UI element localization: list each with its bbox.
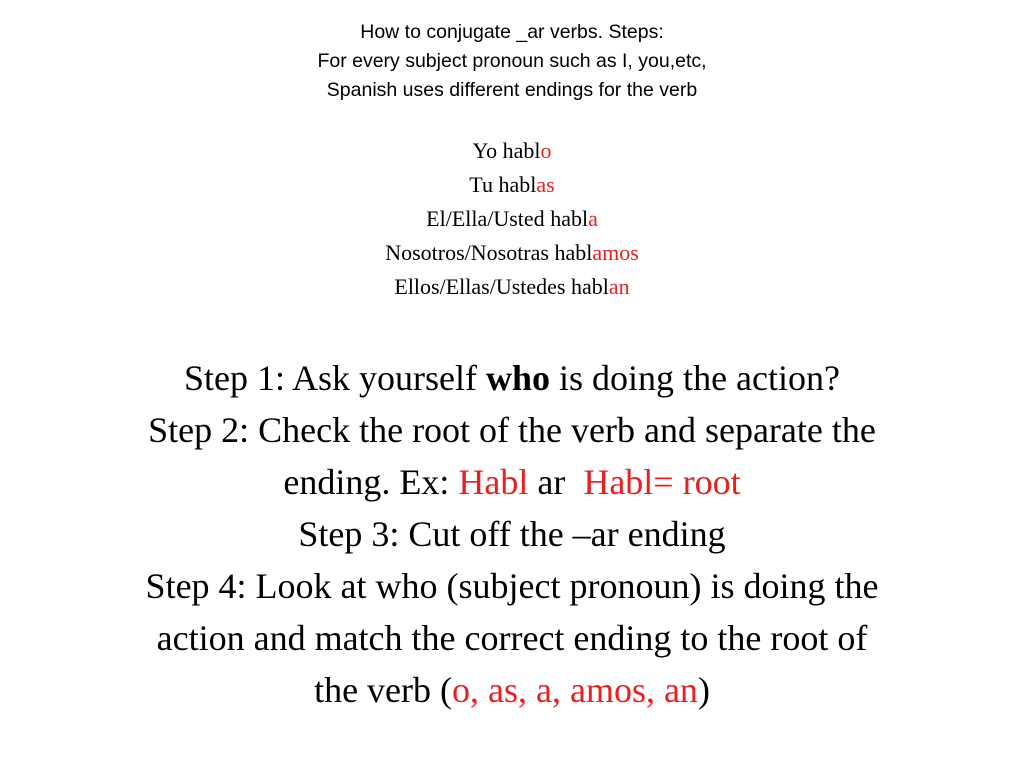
step-4-line-1: Step 4: Look at who (subject pronoun) is doing the	[145, 566, 879, 606]
verb-ending: o	[540, 138, 552, 163]
step-4-line-3	[60, 664, 964, 716]
step-2-line-1: Step 2: Check the root of the verb and separate the	[148, 410, 876, 450]
verb-ending: a	[588, 206, 598, 231]
conjugation-row-yo	[0, 134, 1024, 168]
endings-list: o, as, a, amos, an	[452, 670, 698, 710]
verb-root: habl	[498, 172, 537, 197]
step-1	[60, 352, 964, 404]
title-line-3: Spanish uses different endings for the verb	[326, 79, 698, 101]
conjugation-row-tu	[0, 168, 1024, 202]
pronoun: Tu	[469, 172, 493, 197]
step-4-prefix: the verb (	[314, 670, 452, 710]
step-2-example-label: ending. Ex:	[283, 462, 459, 502]
root-definition: Habl= root	[583, 462, 741, 502]
conjugation-row-nosotros	[0, 236, 1024, 270]
verb-ending: an	[608, 274, 630, 299]
slide-title	[0, 18, 1024, 105]
conjugation-table	[0, 134, 1024, 304]
verb-ending: as	[536, 172, 555, 197]
step-1-bold-word: who	[486, 358, 551, 398]
verb-root: habl	[554, 240, 593, 265]
pronoun: El/Ella/Usted	[426, 206, 545, 231]
example-ending: ar	[528, 462, 584, 502]
step-4-line-2: action and match the correct ending to the root of	[156, 618, 868, 658]
step-1-text: Step 1: Ask yourself	[184, 358, 487, 398]
conjugation-row-ellos	[0, 270, 1024, 304]
conjugation-row-el	[0, 202, 1024, 236]
step-2-line-2	[60, 456, 964, 508]
step-4-suffix: )	[697, 670, 710, 710]
step-3: Step 3: Cut off the –ar ending	[298, 514, 726, 554]
verb-root: habl	[550, 206, 589, 231]
verb-root: habl	[570, 274, 609, 299]
pronoun: Nosotros/Nosotras	[385, 240, 549, 265]
steps-list	[60, 352, 964, 716]
step-1-text-end: is doing the action?	[550, 358, 840, 398]
verb-root: habl	[502, 138, 541, 163]
pronoun: Yo	[472, 138, 498, 163]
title-line-2: For every subject pronoun such as I, you,etc,	[317, 50, 707, 72]
verb-ending: amos	[592, 240, 639, 265]
pronoun: Ellos/Ellas/Ustedes	[394, 274, 566, 299]
title-line-1: How to conjugate _ar verbs. Steps:	[360, 21, 664, 43]
example-root: Habl	[458, 462, 529, 502]
